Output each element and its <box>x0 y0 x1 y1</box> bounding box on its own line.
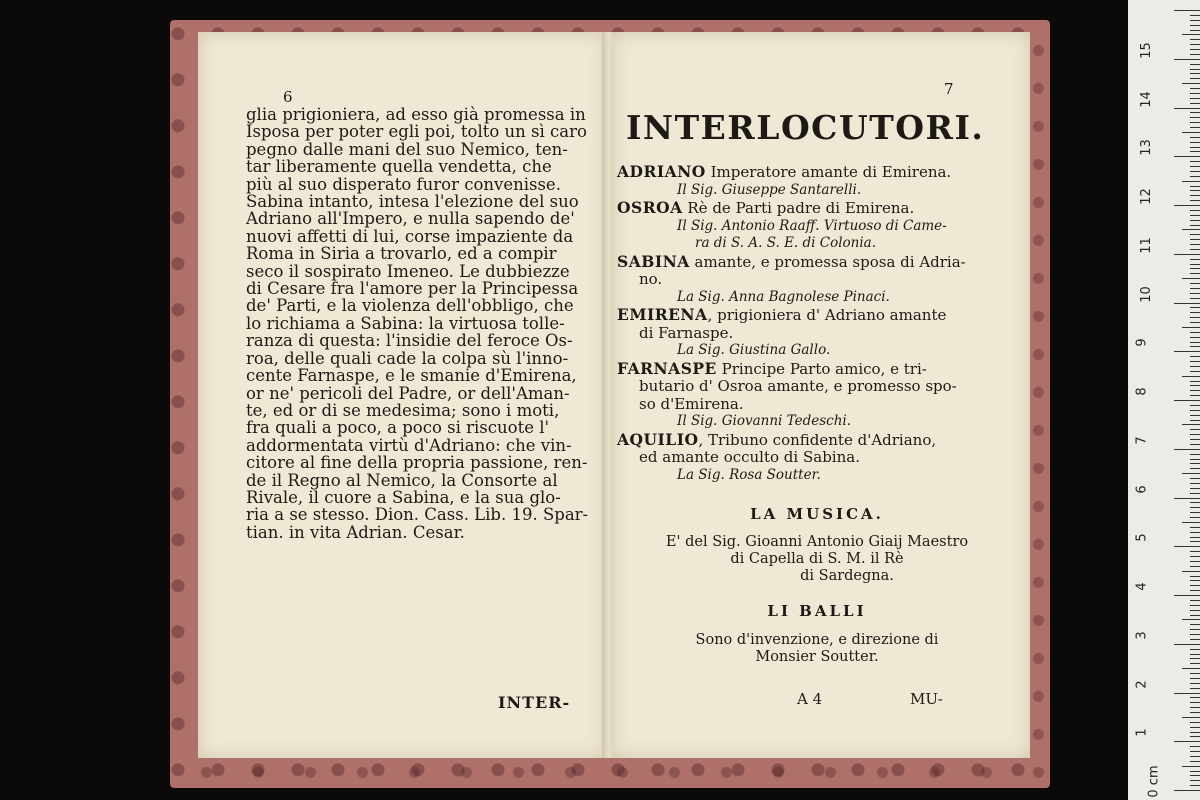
ruler-tick <box>1190 780 1200 781</box>
ruler-tick <box>1182 717 1200 718</box>
ruler-label: 6 <box>1134 484 1150 494</box>
ruler-tick <box>1190 176 1200 177</box>
ruler-tick <box>1190 454 1200 455</box>
ruler-tick <box>1190 707 1200 708</box>
ruler-tick <box>1190 239 1200 240</box>
ruler-tick <box>1190 356 1200 357</box>
ruler-tick <box>1174 644 1200 645</box>
ruler-tick <box>1190 49 1200 50</box>
ruler-tick <box>1174 10 1200 11</box>
ruler-tick <box>1190 293 1200 294</box>
ruler-label: 12 <box>1138 188 1154 205</box>
ruler-tick <box>1190 658 1200 659</box>
ruler-tick <box>1190 112 1200 113</box>
ruler-tick <box>1182 522 1200 523</box>
ruler-tick <box>1190 537 1200 538</box>
role-name: ADRIANO <box>617 162 706 181</box>
ruler-tick <box>1190 361 1200 362</box>
text-line: cente Farnaspe, e le smanie d'Emirena, <box>246 366 577 386</box>
ruler-tick <box>1190 478 1200 479</box>
ruler-label: 14 <box>1138 90 1154 108</box>
ruler-tick <box>1190 259 1200 260</box>
ruler-tick <box>1190 405 1200 406</box>
actor-name: La Sig. Giustina Gallo. <box>677 342 831 358</box>
text-line: addormentata virtù d'Adriano: che vin- <box>246 435 572 455</box>
text-line: roa, delle quali cade la colpa sù l'inno- <box>246 348 569 368</box>
ruler-tick <box>1190 551 1200 552</box>
ruler-tick <box>1190 78 1200 79</box>
ruler-tick <box>1190 225 1200 226</box>
ruler-tick <box>1190 561 1200 562</box>
ruler-tick <box>1190 736 1200 737</box>
text-line: Isposa per poter egli poi, tolto un sì caro <box>246 122 587 142</box>
ruler-tick <box>1190 746 1200 747</box>
ruler-tick <box>1190 688 1200 689</box>
ruler-tick <box>1190 702 1200 703</box>
ruler-tick <box>1174 108 1200 109</box>
ruler-tick <box>1190 605 1200 606</box>
text-line: pegno dalle mani del suo Nemico, ten- <box>246 139 568 159</box>
ruler-tick <box>1190 371 1200 372</box>
ruler-tick <box>1174 254 1200 255</box>
ruler-tick <box>1190 283 1200 284</box>
ruler-tick <box>1190 517 1200 518</box>
ruler-label: 10 <box>1138 285 1154 303</box>
text-line: Adriano all'Impero, e nulla sapendo de' <box>246 209 575 229</box>
ruler-tick <box>1190 322 1200 323</box>
ruler-tick <box>1190 566 1200 567</box>
role-description-cont: so d'Emirena. <box>639 394 744 413</box>
ruler-tick <box>1174 156 1200 157</box>
ruler-label: 1 <box>1134 728 1150 737</box>
ruler-tick <box>1182 424 1200 425</box>
ruler-tick <box>1190 420 1200 421</box>
ruler-tick <box>1190 463 1200 464</box>
ruler-label: 8 <box>1134 387 1150 396</box>
ruler-tick <box>1190 410 1200 411</box>
ruler-tick <box>1190 93 1200 94</box>
ruler-tick <box>1190 683 1200 684</box>
ruler-tick <box>1190 122 1200 123</box>
ruler-tick <box>1182 132 1200 133</box>
cast-entry-emirena <box>617 306 1017 325</box>
role-description: amante, e promessa sposa di Adria- <box>694 252 966 271</box>
ruler-tick <box>1190 249 1200 250</box>
ruler-tick <box>1190 200 1200 201</box>
ruler-tick <box>1190 390 1200 391</box>
ruler-tick <box>1190 576 1200 577</box>
page-title: INTERLOCUTORI. <box>626 108 985 147</box>
ruler-tick <box>1190 444 1200 445</box>
ruler-tick <box>1190 429 1200 430</box>
ruler-tick <box>1190 761 1200 762</box>
ruler-tick <box>1190 346 1200 347</box>
role-name: EMIRENA <box>617 305 708 324</box>
ruler-tick <box>1190 44 1200 45</box>
text-line: ria a se stesso. Dion. Cass. Lib. 19. Spar- <box>246 505 589 525</box>
ruler-tick <box>1174 546 1200 547</box>
ruler-tick <box>1190 527 1200 528</box>
ruler-tick <box>1190 54 1200 55</box>
ruler-tick <box>1190 195 1200 196</box>
actor-name: Il Sig. Antonio Raaff. Virtuoso di Came- <box>677 217 947 234</box>
role-description: Imperatore amante di Emirena. <box>710 163 952 181</box>
ruler-tick <box>1190 298 1200 299</box>
music-text-1: E' del Sig. Gioanni Antonio Giaij Maestro <box>665 533 969 550</box>
text-line: Sabina intanto, intesa l'elezione del suo <box>246 192 579 212</box>
ruler-tick <box>1190 654 1200 655</box>
role-description-cont: no. <box>639 270 663 288</box>
ruler-tick <box>1190 697 1200 698</box>
ruler-tick <box>1190 151 1200 152</box>
ruler-tick <box>1182 376 1200 377</box>
text-line: seco il sospirato Imeneo. Le dubbiezze <box>246 261 570 281</box>
ruler-tick <box>1190 385 1200 386</box>
ruler-tick <box>1190 639 1200 640</box>
right-page-number: 7 <box>944 80 954 98</box>
actor-name: La Sig. Rosa Soutter. <box>677 466 821 483</box>
ruler-tick <box>1190 556 1200 557</box>
ruler-tick <box>1190 161 1200 162</box>
text-line: de' Parti, e la violenza dell'obbligo, che <box>246 296 574 316</box>
ballet-heading: LI BALLI <box>767 601 867 620</box>
ruler-label: 0 cm <box>1146 765 1162 798</box>
role-description-cont: ed amante occulto di Sabina. <box>639 448 860 466</box>
text-line: lo richiama a Sabina: la virtuosa tolle- <box>246 313 565 333</box>
ruler-tick <box>1190 317 1200 318</box>
ballet-text-2: Monsier Soutter. <box>755 649 879 665</box>
ruler-tick <box>1190 268 1200 269</box>
ruler-tick <box>1190 98 1200 99</box>
ruler-tick <box>1190 190 1200 191</box>
role-description: , Tribuno confidente d'Adriano, <box>698 430 937 449</box>
ruler-tick <box>1190 663 1200 664</box>
ruler-tick <box>1174 741 1200 742</box>
ruler-tick <box>1190 15 1200 16</box>
ruler-label: 13 <box>1138 139 1154 157</box>
ruler-tick <box>1190 600 1200 601</box>
cast-entry-farnaspe <box>617 360 1017 379</box>
ruler-tick <box>1190 264 1200 265</box>
text-line: tian. in vita Adrian. Cesar. <box>246 522 465 542</box>
text-line: te, ed or di se medesima; sono i moti, <box>246 400 560 420</box>
cast-entry-aquilio <box>617 431 1017 450</box>
ruler-tick <box>1190 649 1200 650</box>
ruler-tick <box>1190 166 1200 167</box>
signature-mark: A 4 <box>797 690 823 708</box>
ruler-tick <box>1190 483 1200 484</box>
ruler-tick <box>1174 449 1200 450</box>
ruler-tick <box>1190 103 1200 104</box>
text-line: Roma in Siria a trovarlo, ed a compir <box>246 244 557 264</box>
text-line: Rivale, il cuore a Sabina, e la sua glo- <box>246 487 561 507</box>
ruler-tick <box>1190 532 1200 533</box>
music-text-3: di Sardegna. <box>800 567 894 584</box>
role-description-cont: butario d' Osroa amante, e promesso spo- <box>639 377 957 395</box>
ruler-tick <box>1182 571 1200 572</box>
ruler-tick <box>1190 69 1200 70</box>
ruler-tick <box>1190 590 1200 591</box>
ruler-tick <box>1190 220 1200 221</box>
actor-name: La Sig. Anna Bagnolese Pinaci. <box>677 288 890 305</box>
ruler-tick <box>1190 415 1200 416</box>
ruler-tick <box>1182 34 1200 35</box>
ruler-tick <box>1190 332 1200 333</box>
ruler-tick <box>1190 434 1200 435</box>
ruler-tick <box>1190 512 1200 513</box>
role-description: , prigioniera d' Adriano amante <box>707 306 947 324</box>
ruler-tick <box>1190 541 1200 542</box>
ruler-tick <box>1182 181 1200 182</box>
ruler-tick <box>1190 580 1200 581</box>
cast-entry-sabina <box>617 253 1017 272</box>
ruler-tick <box>1174 790 1200 791</box>
cast-entry-adriano <box>617 163 1017 182</box>
ruler-tick <box>1190 142 1200 143</box>
ruler-tick <box>1190 210 1200 211</box>
cast-entry-osroa <box>617 199 1017 218</box>
ruler-tick <box>1190 634 1200 635</box>
ruler-tick <box>1190 234 1200 235</box>
ruler-tick <box>1190 88 1200 89</box>
actor-name: Il Sig. Giovanni Tedeschi. <box>677 413 852 429</box>
ruler-tick <box>1190 493 1200 494</box>
ruler-tick <box>1182 766 1200 767</box>
ruler-tick <box>1190 722 1200 723</box>
actor-name: Il Sig. Giuseppe Santarelli. <box>677 181 862 198</box>
ballet-text-1: Sono d'invenzione, e direzione di <box>695 632 939 648</box>
ruler-tick <box>1190 288 1200 289</box>
text-line: fra quali a poco, a poco si riscuote l' <box>246 418 550 438</box>
ruler-tick <box>1174 693 1200 694</box>
ruler-tick <box>1190 186 1200 187</box>
ruler-tick <box>1182 229 1200 230</box>
role-description: Principe Parto amico, e tri- <box>721 359 927 378</box>
ruler-label: 11 <box>1138 236 1154 254</box>
ruler-tick <box>1190 610 1200 611</box>
ruler-tick <box>1190 117 1200 118</box>
ruler-label: 15 <box>1138 41 1154 59</box>
ruler-tick <box>1190 502 1200 503</box>
text-line: citore al fine della propria passione, ren- <box>246 453 588 473</box>
ruler-label: 2 <box>1134 679 1150 689</box>
ruler-tick <box>1190 273 1200 274</box>
ruler-tick <box>1190 585 1200 586</box>
ruler-tick <box>1190 468 1200 469</box>
text-line: di Cesare fra l'amore per la Principessa <box>246 279 579 299</box>
ruler-label: 7 <box>1134 436 1150 445</box>
measuring-ruler <box>1128 0 1200 800</box>
ruler-tick <box>1174 303 1200 304</box>
left-page-number: 6 <box>283 88 293 106</box>
ruler-tick <box>1190 171 1200 172</box>
left-page-text <box>246 106 596 541</box>
ruler-tick <box>1190 756 1200 757</box>
ruler-tick <box>1190 312 1200 313</box>
ruler-tick <box>1190 342 1200 343</box>
ruler-label: 9 <box>1134 338 1150 347</box>
role-name: SABINA <box>617 251 690 271</box>
ruler-label: 4 <box>1134 582 1150 591</box>
actor-name-cont: ra di S. A. S. E. di Colonia. <box>695 235 877 251</box>
ruler-tick <box>1190 307 1200 308</box>
ruler-tick <box>1174 351 1200 352</box>
role-name: OSROA <box>617 198 683 217</box>
role-description: Rè de Parti padre di Emirena. <box>687 199 915 217</box>
cast-list <box>617 163 1017 666</box>
ruler-tick <box>1190 785 1200 786</box>
ruler-tick <box>1190 64 1200 65</box>
ruler-tick <box>1174 59 1200 60</box>
ruler-tick <box>1190 624 1200 625</box>
text-line: glia prigioniera, ad esso già promessa in <box>246 105 586 124</box>
ruler-tick <box>1190 20 1200 21</box>
ruler-tick <box>1190 366 1200 367</box>
ruler-label: 3 <box>1134 631 1150 640</box>
ruler-tick <box>1190 25 1200 26</box>
role-description-cont: di Farnaspe. <box>639 323 734 342</box>
ruler-tick <box>1190 488 1200 489</box>
ruler-tick <box>1190 39 1200 40</box>
role-name: AQUILIO <box>617 429 699 449</box>
ruler-tick <box>1190 678 1200 679</box>
ruler-tick <box>1190 395 1200 396</box>
text-line: or ne' pericoli del Padre, or dell'Aman- <box>246 383 570 403</box>
ruler-tick <box>1190 751 1200 752</box>
ruler-tick <box>1190 727 1200 728</box>
ruler-tick <box>1190 73 1200 74</box>
ruler-tick <box>1190 215 1200 216</box>
ruler-tick <box>1190 775 1200 776</box>
ruler-tick <box>1190 30 1200 31</box>
ruler-tick <box>1182 619 1200 620</box>
ruler-tick <box>1190 439 1200 440</box>
music-heading: LA MUSICA. <box>750 505 884 523</box>
ruler-tick <box>1190 127 1200 128</box>
ruler-tick <box>1190 337 1200 338</box>
ruler-tick <box>1190 732 1200 733</box>
left-catchword: INTER- <box>498 693 571 712</box>
ruler-tick <box>1182 83 1200 84</box>
text-line: ranza di questa: l'insidie del feroce Os- <box>246 331 573 351</box>
ruler-tick <box>1182 327 1200 328</box>
ruler-tick <box>1174 400 1200 401</box>
ruler-tick <box>1190 615 1200 616</box>
ruler-tick <box>1190 673 1200 674</box>
ruler-tick <box>1174 205 1200 206</box>
music-text-2: di Capella di S. M. il Rè <box>730 550 904 567</box>
ruler-tick <box>1190 712 1200 713</box>
right-catchword: MU- <box>910 690 943 708</box>
text-line: de il Regno al Nemico, la Consorte al <box>246 470 558 490</box>
ruler-tick <box>1190 147 1200 148</box>
ruler-tick <box>1182 473 1200 474</box>
ruler-tick <box>1182 278 1200 279</box>
role-name: FARNASPE <box>617 358 717 378</box>
ruler-tick <box>1190 771 1200 772</box>
text-line: tar liberamente quella vendetta, che <box>246 157 552 177</box>
text-line: più al suo disperato furor convenisse. <box>246 174 561 194</box>
ruler-tick <box>1190 629 1200 630</box>
ruler-tick <box>1174 595 1200 596</box>
ruler-tick <box>1174 498 1200 499</box>
ruler-tick <box>1182 668 1200 669</box>
ruler-label: 5 <box>1134 533 1150 542</box>
ruler-tick <box>1190 459 1200 460</box>
ruler-tick <box>1190 381 1200 382</box>
ruler-tick <box>1190 244 1200 245</box>
ruler-tick <box>1190 507 1200 508</box>
ruler-tick <box>1190 137 1200 138</box>
text-line: nuovi affetti di lui, corse impaziente da <box>246 226 574 246</box>
